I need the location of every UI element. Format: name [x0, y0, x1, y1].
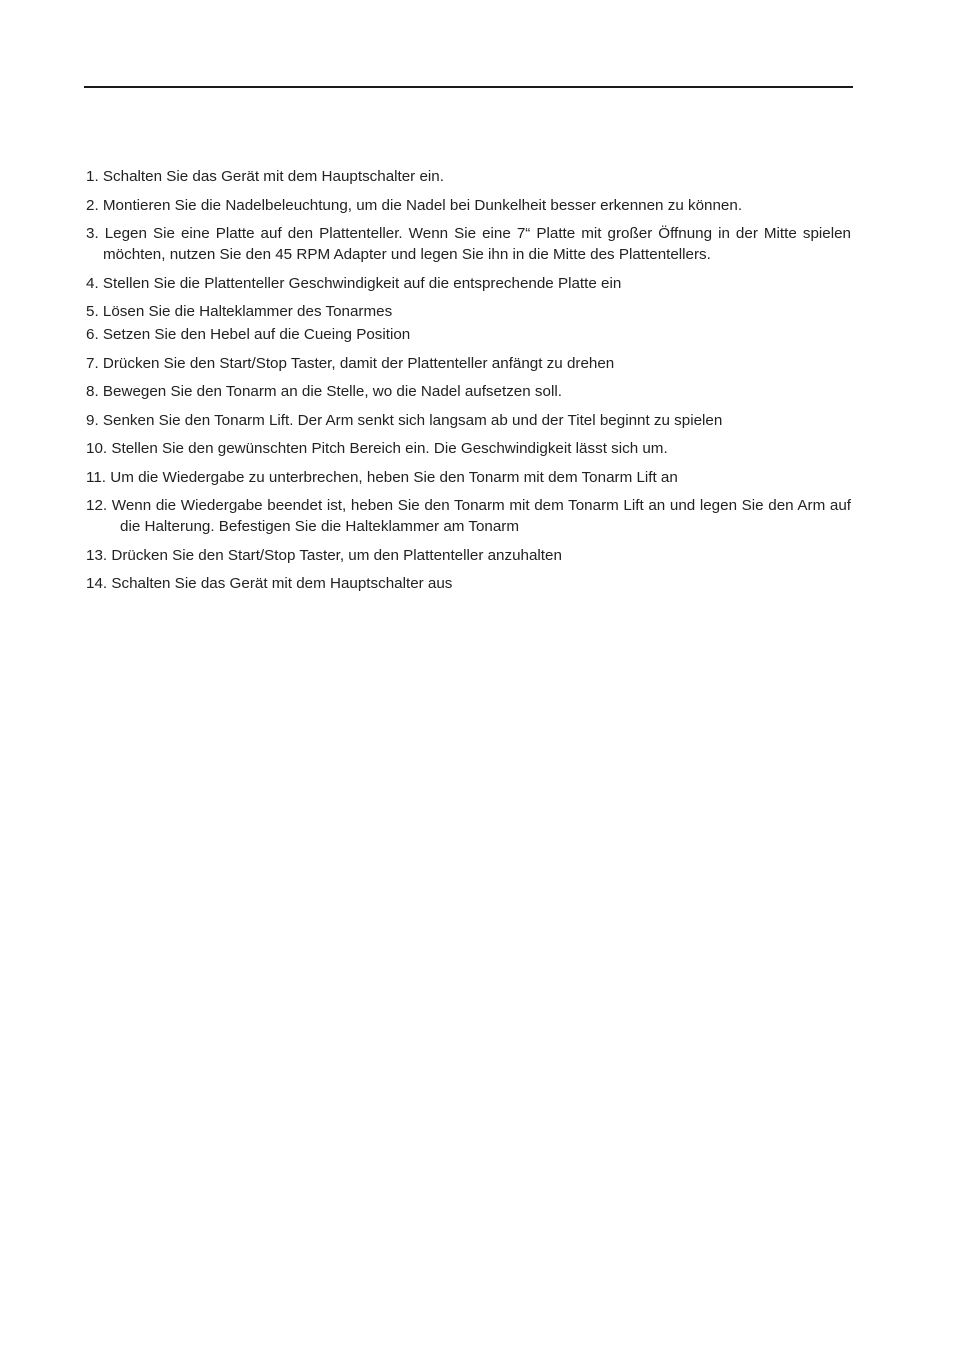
- step-number: 11.: [86, 468, 106, 486]
- step-7: [86, 353, 851, 374]
- step-number: 4.: [86, 274, 99, 292]
- step-number: 9.: [86, 411, 99, 429]
- step-number: 5.: [86, 303, 99, 320]
- step-number: 1.: [86, 168, 99, 185]
- step-text: Wenn die Wiedergabe beendet ist, heben Sie den Tonarm mit dem Tonarm Lift an und legen Sie den Arm auf die Halterung. Befestigen Sie die Halteklammer am Tonarm: [111, 497, 851, 535]
- step-text: Montieren Sie die Nadelbeleuchtung, um die Nadel bei Dunkelheit besser erkennen zu können.: [102, 196, 743, 214]
- step-text: Drücken Sie den Start/Stop Taster, um den Plattenteller anzuhalten: [111, 546, 562, 564]
- step-12: [86, 495, 851, 537]
- step-number: 13.: [86, 546, 108, 564]
- step-text: Stellen Sie die Plattenteller Geschwindigkeit auf die entsprechende Platte ein: [102, 274, 622, 292]
- step-text: Schalten Sie das Gerät mit dem Hauptschalter ein.: [102, 168, 444, 185]
- step-number: 2.: [86, 196, 99, 214]
- step-text: Lösen Sie die Halteklammer des Tonarmes: [102, 303, 393, 320]
- step-4: [86, 273, 851, 294]
- step-number: 14.: [86, 575, 108, 592]
- step-text: Drücken Sie den Start/Stop Taster, damit der Plattenteller anfängt zu drehen: [102, 354, 615, 372]
- step-text: Um die Wiedergabe zu unterbrechen, heben Sie den Tonarm mit dem Tonarm Lift an: [110, 468, 678, 486]
- step-text: Stellen Sie den gewünschten Pitch Bereich ein. Die Geschwindigkeit lässt sich um.: [111, 440, 668, 457]
- step-8: [86, 381, 851, 402]
- step-text: Setzen Sie den Hebel auf die Cueing Position: [102, 326, 411, 343]
- header-rule: [84, 86, 853, 88]
- step-5: [86, 301, 851, 322]
- step-14: [86, 573, 851, 594]
- step-number: 6.: [86, 326, 99, 343]
- instruction-steps-list: [86, 166, 851, 594]
- step-2: [86, 195, 851, 216]
- step-number: 12.: [86, 497, 108, 514]
- step-10: [86, 438, 851, 459]
- step-11: [86, 467, 851, 488]
- step-number: 10.: [86, 440, 108, 457]
- step-1: [86, 166, 851, 187]
- step-text: Legen Sie eine Platte auf den Plattenteller. Wenn Sie eine 7“ Platte mit großer Öffnung in der Mitte spielen möchten, nutzen Sie den 45 RPM Adapter und legen Sie ihn in die Mitte des Plattentellers.: [103, 225, 851, 263]
- step-3: [86, 223, 851, 265]
- step-13: [86, 545, 851, 566]
- step-number: 7.: [86, 354, 99, 372]
- step-text: Senken Sie den Tonarm Lift. Der Arm senkt sich langsam ab und der Titel beginnt zu spielen: [102, 411, 723, 429]
- step-9: [86, 410, 851, 431]
- step-text: Bewegen Sie den Tonarm an die Stelle, wo die Nadel aufsetzen soll.: [102, 383, 562, 400]
- step-text: Schalten Sie das Gerät mit dem Hauptschalter aus: [111, 575, 453, 592]
- step-6: [86, 324, 851, 345]
- step-number: 3.: [86, 225, 99, 242]
- step-number: 8.: [86, 383, 99, 400]
